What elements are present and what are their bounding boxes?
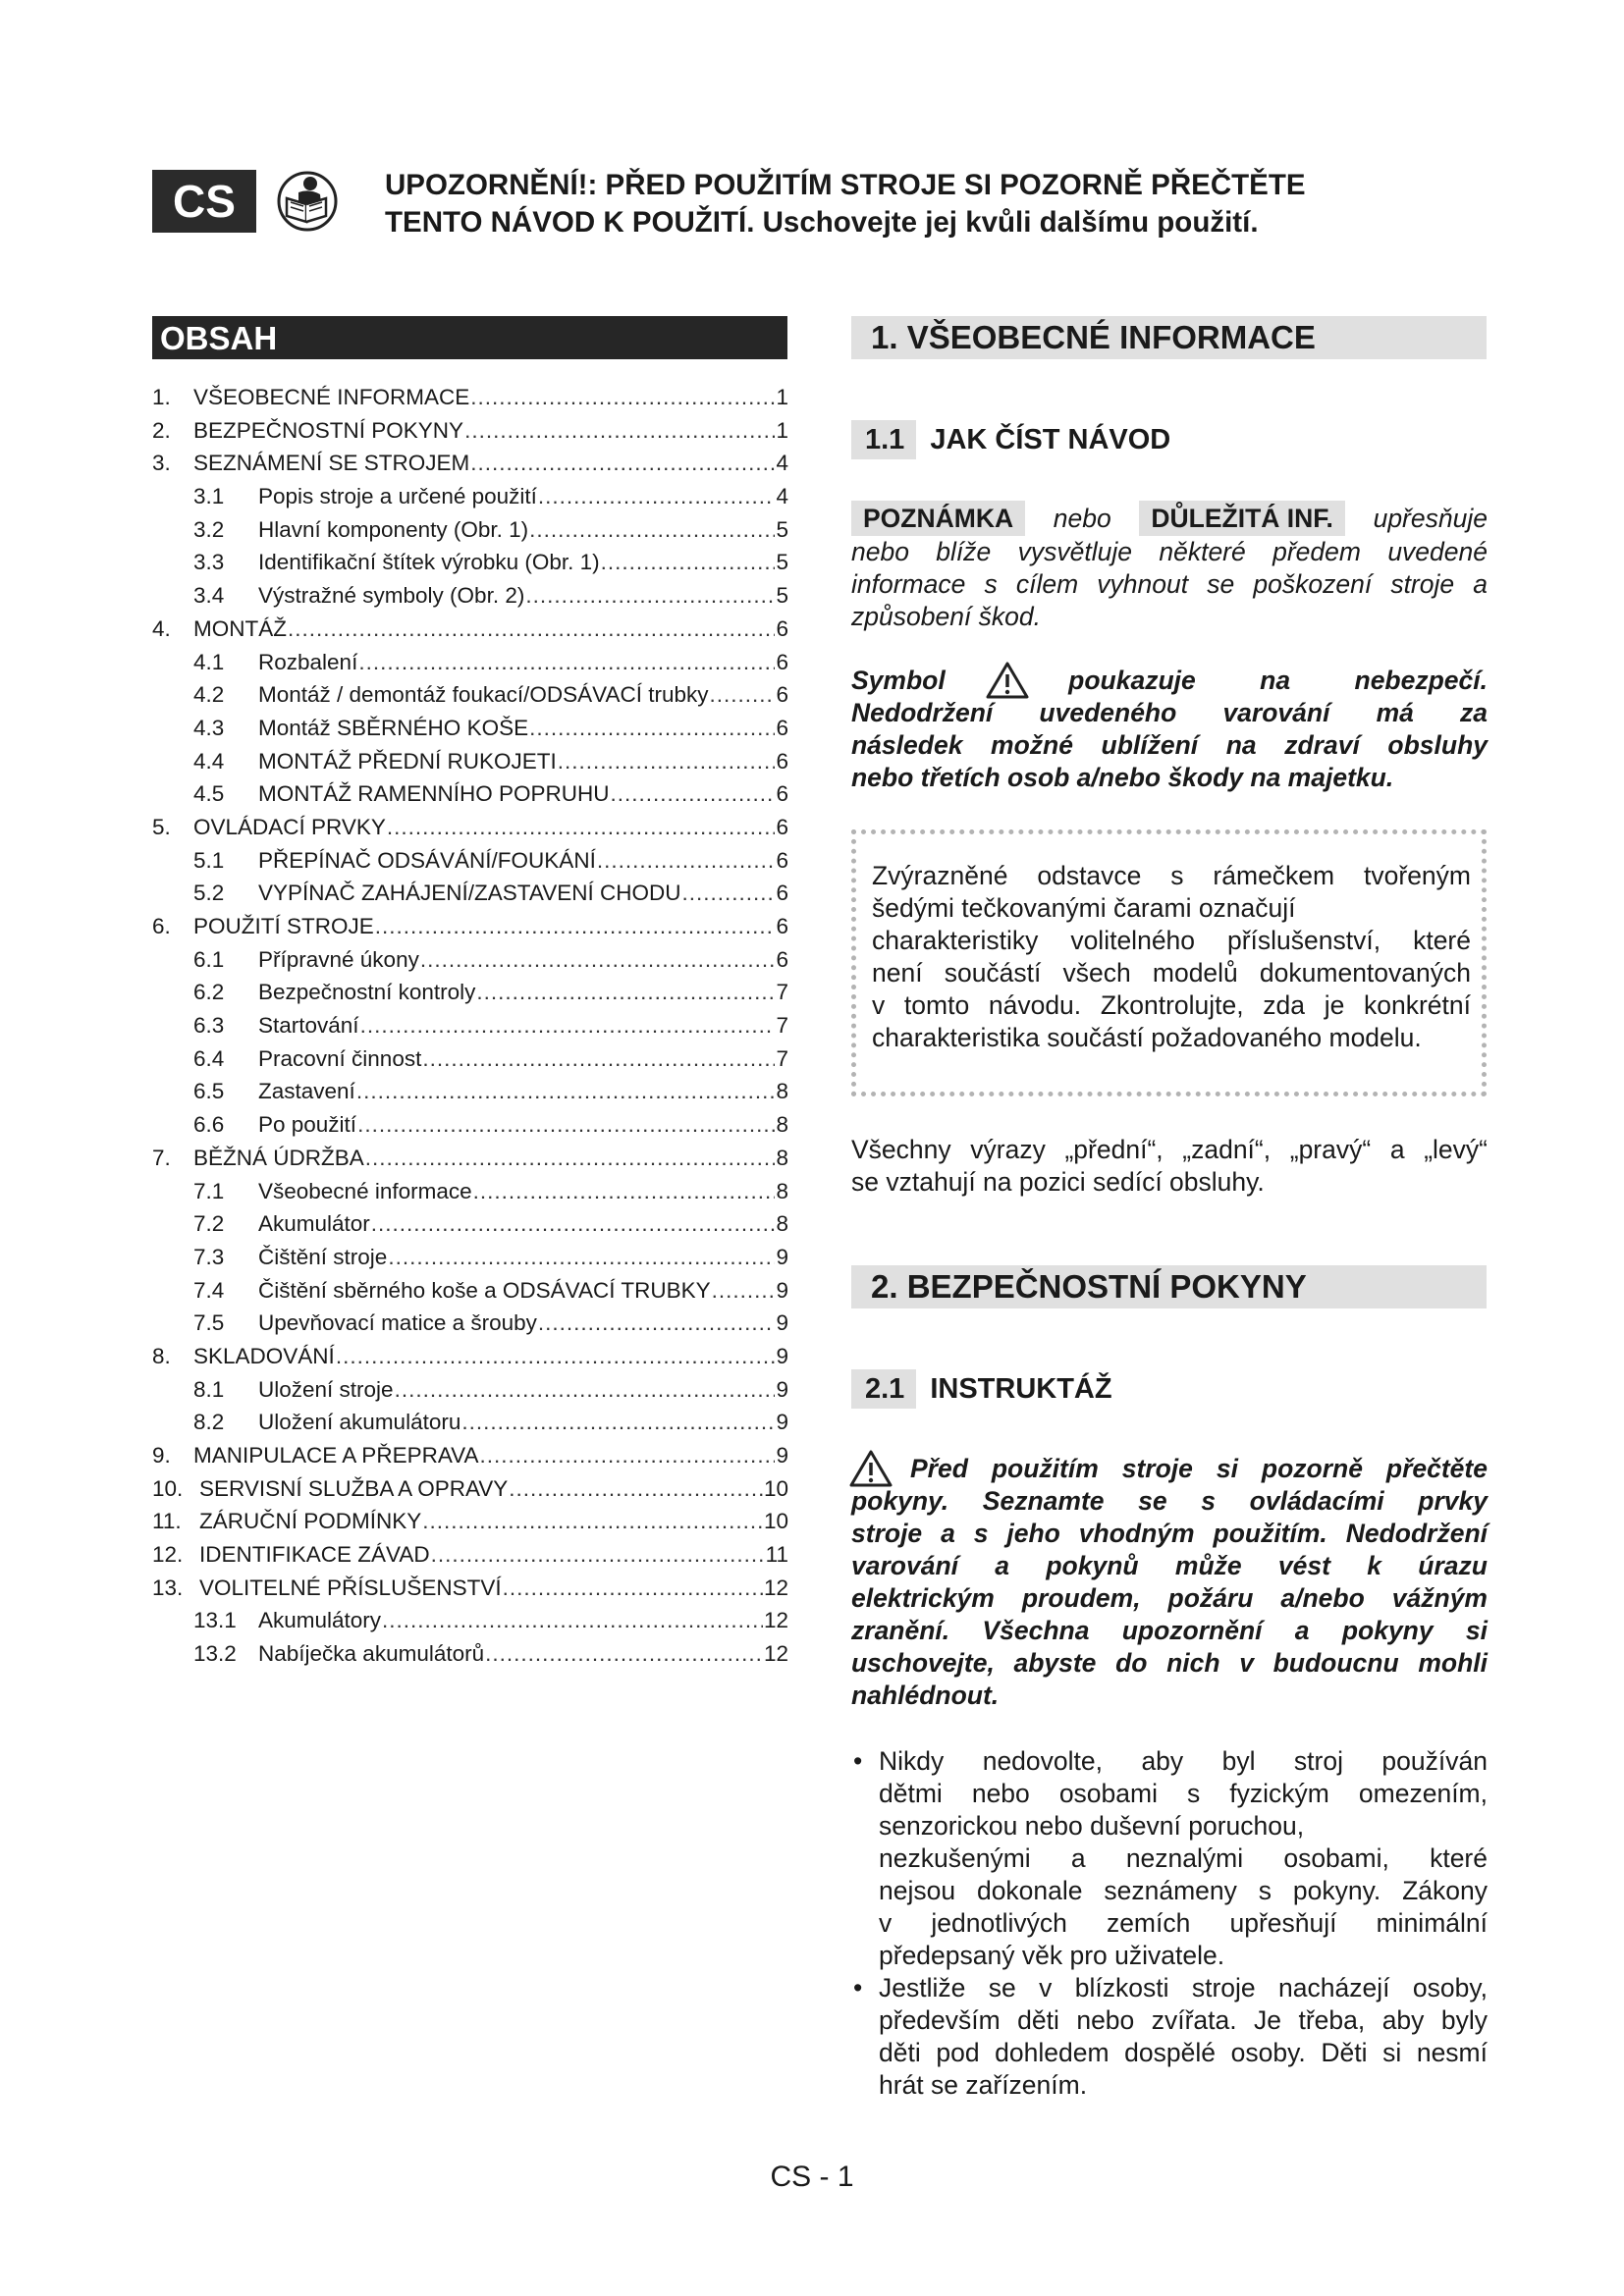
toc-leader-dots <box>375 910 776 943</box>
toc-entry-number: 12. <box>152 1542 184 1568</box>
toc-entry <box>152 976 788 1009</box>
toc-entry-page: 9 <box>776 1244 788 1269</box>
toc-entry-title: Zastavení <box>258 1079 355 1104</box>
toc-entry-title: OVLÁDACÍ PRVKY <box>193 814 386 839</box>
toc-entry-title: MONTÁŽ RAMENNÍHO POPRUHU <box>258 781 610 807</box>
toc-entry-title: Popis stroje a určené použití <box>258 484 537 509</box>
toc-entry <box>152 1241 788 1274</box>
toc-entry-number: 6.1 <box>193 946 225 972</box>
toc-entry-page: 6 <box>776 946 788 972</box>
toc-leader-dots <box>422 1505 763 1538</box>
toc-entry-number: 4.4 <box>193 748 225 774</box>
toc-entry <box>152 513 788 547</box>
toc-heading: OBSAH <box>152 316 787 359</box>
safety-bullet-list <box>851 1745 1488 2102</box>
toc-entry <box>152 811 788 844</box>
toc-entry <box>152 777 788 811</box>
toc-entry-page: 9 <box>776 1310 788 1336</box>
important-label: DŮLEŽITÁ INF. <box>1139 501 1345 536</box>
toc-entry <box>152 712 788 745</box>
toc-entry <box>152 1142 788 1175</box>
toc-entry <box>152 1207 788 1241</box>
toc-leader-dots <box>356 1075 776 1108</box>
toc-entry-number: 4.5 <box>193 781 225 807</box>
toc-leader-dots <box>358 646 775 679</box>
toc-entry-title: Identifikační štítek výrobku (Obr. 1) <box>258 550 600 575</box>
toc-entry-number: 8.2 <box>193 1410 225 1435</box>
toc-entry-number: 13.2 <box>193 1641 237 1667</box>
symbol-line: následek možné ublížení na zdraví obsluhy <box>851 730 1488 760</box>
warn-line: uschovejte, abyste do nich v budoucnu mohli <box>851 1648 1488 1678</box>
toc-entry-title: Uložení stroje <box>258 1376 394 1402</box>
toc-entry-page: 8 <box>776 1079 788 1104</box>
toc-entry-title: VOLITELNÉ PŘÍSLUŠENSTVÍ <box>199 1575 502 1600</box>
toc-entry-page: 12 <box>763 1575 788 1600</box>
toc-entry-page: 9 <box>776 1410 788 1435</box>
toc-leader-dots <box>288 613 775 646</box>
toc-entry-title: Startování <box>258 1013 359 1039</box>
toc-entry-number: 10. <box>152 1475 184 1501</box>
toc-leader-dots <box>431 1538 765 1572</box>
optional-features-text <box>872 860 1471 1054</box>
toc-entry-title: SERVISNÍ SLUŽBA A OPRAVY <box>199 1475 509 1501</box>
section-1-heading: 1. VŠEOBECNÉ INFORMACE <box>851 316 1487 359</box>
toc-entry-number: 6.5 <box>193 1079 225 1104</box>
language-badge: CS <box>152 170 256 233</box>
toc-leader-dots <box>464 414 775 448</box>
toc-entry <box>152 745 788 778</box>
toc-leader-dots <box>360 1009 776 1042</box>
toc-leader-dots <box>558 745 776 778</box>
toc-entry-page: 11 <box>765 1542 788 1568</box>
toc-entry-number: 3.2 <box>193 516 225 542</box>
toc-entry-page: 4 <box>776 484 788 509</box>
toc-entry-page: 10 <box>763 1475 788 1501</box>
toc-entry-page: 6 <box>776 881 788 906</box>
toc-entry-number: 7. <box>152 1145 171 1170</box>
toc-entry <box>152 1637 788 1671</box>
header-warning <box>385 167 1465 241</box>
toc-entry-page: 9 <box>776 1443 788 1468</box>
table-of-contents <box>152 381 788 1671</box>
toc-entry-page: 9 <box>776 1343 788 1368</box>
toc-entry <box>152 1175 788 1208</box>
bullet-marker: • <box>853 1746 863 1776</box>
toc-leader-dots <box>597 844 776 878</box>
toc-entry <box>152 1604 788 1637</box>
toc-entry <box>152 1538 788 1572</box>
subsection-number: 1.1 <box>851 420 916 459</box>
toc-entry-number: 8. <box>152 1343 171 1368</box>
toc-leader-dots <box>509 1472 763 1506</box>
toc-leader-dots <box>611 777 776 811</box>
subsection-title: INSTRUKTÁŽ <box>930 1373 1112 1405</box>
toc-entry <box>152 678 788 712</box>
toc-entry-number: 4.3 <box>193 715 225 740</box>
toc-entry-number: 13. <box>152 1575 184 1600</box>
toc-entry-number: 7.2 <box>193 1211 225 1237</box>
toc-entry-page: 8 <box>776 1145 788 1170</box>
warn-line: pokyny. Seznamte se s ovládacími prvky <box>851 1486 1488 1516</box>
toc-leader-dots <box>473 1175 776 1208</box>
warning-triangle-icon <box>985 661 1030 700</box>
toc-entry <box>152 646 788 679</box>
toc-entry-number: 7.3 <box>193 1244 225 1269</box>
toc-leader-dots <box>710 678 776 712</box>
toc-entry-title: Pracovní činnost <box>258 1045 422 1071</box>
subsection-1-1-heading <box>851 420 1170 459</box>
note-line: způsobení škod. <box>851 602 1041 631</box>
toc-entry <box>152 1042 788 1076</box>
toc-entry-page: 1 <box>776 417 788 443</box>
bullet-line: nejsou dokonale seznámeny s pokyny. Zákony <box>879 1876 1488 1905</box>
toc-entry-title: Hlavní komponenty (Obr. 1) <box>258 516 529 542</box>
read-manual-icon <box>277 169 338 234</box>
toc-entry-number: 3.1 <box>193 484 225 509</box>
toc-entry-title: VYPÍNAČ ZAHÁJENÍ/ZASTAVENÍ CHODU <box>258 881 681 906</box>
toc-entry-number: 6.6 <box>193 1112 225 1138</box>
toc-entry <box>152 546 788 579</box>
direction-paragraph <box>851 1134 1488 1199</box>
warn-line: elektrickým proudem, požáru a/nebo vážným <box>851 1583 1488 1613</box>
toc-leader-dots <box>422 1042 775 1076</box>
direction-line: se vztahují na pozici sedící obsluhy. <box>851 1167 1265 1197</box>
toc-entry-title: BĚŽNÁ ÚDRŽBA <box>193 1145 364 1170</box>
toc-entry-title: MONTÁŽ <box>193 615 287 641</box>
toc-leader-dots <box>601 546 776 579</box>
toc-entry-page: 6 <box>776 682 788 708</box>
symbol-paragraph <box>851 665 1488 794</box>
toc-leader-dots <box>476 976 775 1009</box>
toc-leader-dots <box>529 712 775 745</box>
toc-entry-page: 4 <box>776 451 788 476</box>
toc-entry-page: 1 <box>776 385 788 409</box>
toc-entry-title: Montáž / demontáž foukací/ODSÁVACÍ trubky <box>258 682 709 708</box>
box-line: charakteristika součástí požadovaného modelu. <box>872 1023 1422 1052</box>
toc-leader-dots <box>681 877 775 910</box>
toc-entry <box>152 1572 788 1605</box>
toc-entry <box>152 1009 788 1042</box>
toc-entry-title: Čištění sběrného koše a ODSÁVACÍ TRUBKY <box>258 1277 711 1303</box>
list-item <box>851 1972 1488 2102</box>
note-or: nebo <box>1053 504 1111 533</box>
toc-entry-number: 5.1 <box>193 847 225 873</box>
note-line: informace s cílem vyhnout se poškození stroje a <box>851 569 1488 599</box>
note-line1-tail: upřesňuje <box>1373 504 1488 533</box>
toc-entry-title: Akumulátory <box>258 1608 382 1633</box>
toc-entry-title: MONTÁŽ PŘEDNÍ RUKOJETI <box>258 748 557 774</box>
toc-entry <box>152 1108 788 1142</box>
toc-entry-number: 4.2 <box>193 682 225 708</box>
safety-warning-paragraph <box>851 1453 1488 1712</box>
bullet-line: senzorickou nebo duševní poruchou, <box>879 1811 1305 1841</box>
symbol-line: Nedodržení uvedeného varování má za <box>851 698 1488 727</box>
warn-line: Před použitím stroje si pozorně přečtěte <box>910 1454 1488 1483</box>
toc-entry-page: 6 <box>776 814 788 839</box>
toc-entry-page: 6 <box>776 715 788 740</box>
toc-entry-page: 5 <box>776 516 788 542</box>
toc-entry-page: 5 <box>776 550 788 575</box>
toc-entry <box>152 1472 788 1506</box>
toc-entry-number: 6.4 <box>193 1045 225 1071</box>
toc-leader-dots <box>388 1241 775 1274</box>
toc-entry-number: 3. <box>152 451 171 476</box>
toc-entry <box>152 877 788 910</box>
toc-entry <box>152 1373 788 1407</box>
toc-entry-title: IDENTIFIKACE ZÁVAD <box>199 1542 430 1568</box>
bullet-line: hrát se zařízením. <box>879 2070 1088 2100</box>
toc-entry <box>152 844 788 878</box>
section-2-heading: 2. BEZPEČNOSTNÍ POKYNY <box>851 1265 1487 1308</box>
toc-entry <box>152 480 788 513</box>
toc-entry-page: 12 <box>763 1641 788 1667</box>
toc-entry-page: 6 <box>776 615 788 641</box>
header-warning-line1: UPOZORNĚNÍ!: PŘED POUŽITÍM STROJE SI POZORNĚ PŘEČTĚTE <box>385 169 1306 201</box>
toc-leader-dots <box>365 1142 776 1175</box>
toc-entry-page: 6 <box>776 847 788 873</box>
toc-entry-title: PŘEPÍNAČ ODSÁVÁNÍ/FOUKÁNÍ <box>258 847 596 873</box>
toc-entry-number: 7.4 <box>193 1277 225 1303</box>
toc-entry-page: 6 <box>776 748 788 774</box>
toc-entry-page: 7 <box>776 1045 788 1071</box>
toc-entry-title: Upevňovací matice a šrouby <box>258 1310 537 1336</box>
toc-leader-dots <box>420 943 776 977</box>
page-number: CS - 1 <box>770 2161 854 2193</box>
box-line: šedými tečkovanými čarami označují <box>872 893 1296 923</box>
toc-entry-number: 7.5 <box>193 1310 225 1336</box>
note-paragraph <box>851 501 1488 633</box>
toc-entry-title: Přípravné úkony <box>258 946 419 972</box>
toc-entry-page: 7 <box>776 1013 788 1039</box>
toc-entry-title: VŠEOBECNÉ INFORMACE <box>193 385 470 409</box>
note-label: POZNÁMKA <box>851 501 1025 536</box>
toc-entry-title: Rozbalení <box>258 649 358 674</box>
warn-line: zranění. Všechna upozornění a pokyny si <box>851 1616 1488 1645</box>
toc-entry-number: 7.1 <box>193 1178 225 1203</box>
toc-entry-title: MANIPULACE A PŘEPRAVA <box>193 1443 479 1468</box>
bullet-line: děti pod dohledem dospělé osoby. Děti si nesmí <box>879 2038 1488 2067</box>
toc-entry-number: 8.1 <box>193 1376 225 1402</box>
symbol-word: Symbol <box>851 666 946 695</box>
toc-entry-number: 6.3 <box>193 1013 225 1039</box>
box-line: není součástí všech modelů dokumentovaných <box>872 958 1471 988</box>
direction-line: Všechny výrazy „přední“, „zadní“, „pravý“ a „levý“ <box>851 1135 1488 1164</box>
toc-entry <box>152 1307 788 1340</box>
header-warning-line2: TENTO NÁVOD K POUŽITÍ. Uschovejte jej kvůli dalšímu použití. <box>385 206 1259 239</box>
toc-entry-page: 9 <box>776 1376 788 1402</box>
toc-entry-title: ZÁRUČNÍ PODMÍNKY <box>199 1509 422 1534</box>
list-item <box>851 1745 1488 1972</box>
toc-entry-title: Čištění stroje <box>258 1244 388 1269</box>
toc-entry <box>152 447 788 480</box>
toc-entry-title: POUŽITÍ STROJE <box>193 914 374 938</box>
bullet-line: předepsaný věk pro uživatele. <box>879 1941 1225 1970</box>
bullet-marker: • <box>853 1973 863 2002</box>
symbol-line1-rest: poukazuje na nebezpečí. <box>1068 666 1488 695</box>
toc-leader-dots <box>470 447 775 480</box>
toc-entry-page: 7 <box>776 980 788 1005</box>
toc-leader-dots <box>371 1207 776 1241</box>
toc-entry-number: 13.1 <box>193 1608 237 1633</box>
toc-entry-number: 2. <box>152 417 171 443</box>
toc-entry-page: 6 <box>776 649 788 674</box>
toc-entry-title: Po použití <box>258 1112 357 1138</box>
warn-line: stroje a s jeho vhodným použitím. Nedodržení <box>851 1519 1488 1548</box>
toc-leader-dots <box>357 1108 775 1142</box>
warn-line: varování a pokynů může vést k úrazu <box>851 1551 1488 1580</box>
toc-entry-page: 8 <box>776 1211 788 1237</box>
bullet-line: Nikdy nedovolte, aby byl stroj používán <box>879 1746 1488 1776</box>
toc-entry-title: Uložení akumulátoru <box>258 1410 461 1435</box>
symbol-line: nebo třetích osob a/nebo škody na majetku. <box>851 763 1394 792</box>
toc-entry-number: 1. <box>152 385 171 409</box>
toc-leader-dots <box>485 1637 763 1671</box>
toc-entry-page: 8 <box>776 1112 788 1138</box>
toc-entry <box>152 1439 788 1472</box>
subsection-title: JAK ČÍST NÁVOD <box>930 424 1171 455</box>
toc-entry-title: Akumulátor <box>258 1211 370 1237</box>
box-line: charakteristiky volitelného příslušenství, které <box>872 926 1471 955</box>
toc-entry <box>152 414 788 448</box>
toc-entry-number: 4. <box>152 615 171 641</box>
toc-entry-title: Nabíječka akumulátorů <box>258 1641 485 1667</box>
toc-entry-title: Výstražné symboly (Obr. 2) <box>258 583 525 609</box>
toc-leader-dots <box>382 1604 763 1637</box>
toc-entry-number: 3.4 <box>193 583 225 609</box>
toc-entry <box>152 613 788 646</box>
toc-leader-dots <box>538 480 776 513</box>
toc-entry-number: 5. <box>152 814 171 839</box>
toc-entry <box>152 943 788 977</box>
bullet-line: dětmi nebo osobami s fyzickým omezením, <box>879 1779 1488 1808</box>
subsection-2-1-heading <box>851 1369 1112 1409</box>
toc-leader-dots <box>395 1373 776 1407</box>
toc-entry-page: 10 <box>763 1509 788 1534</box>
toc-leader-dots <box>525 579 775 613</box>
toc-entry <box>152 381 788 414</box>
toc-leader-dots <box>480 1439 776 1472</box>
toc-entry <box>152 579 788 613</box>
toc-entry-page: 6 <box>776 914 788 938</box>
toc-entry <box>152 910 788 943</box>
toc-entry-title: BEZPEČNOSTNÍ POKYNY <box>193 417 464 443</box>
toc-entry-number: 4.1 <box>193 649 225 674</box>
toc-entry-title: Bezpečnostní kontroly <box>258 980 476 1005</box>
toc-entry <box>152 1274 788 1308</box>
note-line: nebo blíže vysvětluje některé předem uvedené <box>851 537 1488 566</box>
toc-entry-title: SKLADOVÁNÍ <box>193 1343 335 1368</box>
toc-leader-dots <box>461 1406 775 1439</box>
toc-leader-dots <box>538 1307 776 1340</box>
bullet-line: nezkušenými a neznalými osobami, které <box>879 1843 1488 1873</box>
toc-entry-number: 11. <box>152 1509 182 1534</box>
toc-entry-page: 6 <box>776 781 788 807</box>
toc-entry-title: Všeobecné informace <box>258 1178 472 1203</box>
toc-entry <box>152 1406 788 1439</box>
toc-entry-title: Montáž SBĚRNÉHO KOŠE <box>258 715 529 740</box>
toc-leader-dots <box>470 381 775 414</box>
toc-entry <box>152 1075 788 1108</box>
bullet-line: především děti nebo zvířata. Je třeba, aby byly <box>879 2005 1488 2035</box>
toc-entry-page: 5 <box>776 583 788 609</box>
box-line: v tomto návodu. Zkontrolujte, zda je konkrétní <box>872 990 1471 1020</box>
toc-leader-dots <box>712 1274 776 1308</box>
bullet-line: Jestliže se v blízkosti stroje nacházejí osoby, <box>879 1973 1488 2002</box>
toc-leader-dots <box>529 513 775 547</box>
toc-leader-dots <box>336 1340 776 1373</box>
warn-line: nahlédnout. <box>851 1681 1000 1710</box>
toc-entry-number: 5.2 <box>193 881 225 906</box>
toc-leader-dots <box>503 1572 763 1605</box>
toc-entry-number: 9. <box>152 1443 171 1468</box>
toc-entry-number: 3.3 <box>193 550 225 575</box>
toc-entry-page: 8 <box>776 1178 788 1203</box>
toc-entry-page: 9 <box>776 1277 788 1303</box>
toc-entry <box>152 1505 788 1538</box>
toc-entry-number: 6. <box>152 914 171 938</box>
toc-entry <box>152 1340 788 1373</box>
box-line: Zvýrazněné odstavce s rámečkem tvořeným <box>872 861 1471 890</box>
toc-entry-title: SEZNÁMENÍ SE STROJEM <box>193 451 470 476</box>
toc-entry-page: 12 <box>763 1608 788 1633</box>
toc-entry-number: 6.2 <box>193 980 225 1005</box>
subsection-number: 2.1 <box>851 1369 916 1409</box>
toc-leader-dots <box>387 811 776 844</box>
bullet-line: v jednotlivých zemích upřesňují minimální <box>879 1908 1488 1938</box>
